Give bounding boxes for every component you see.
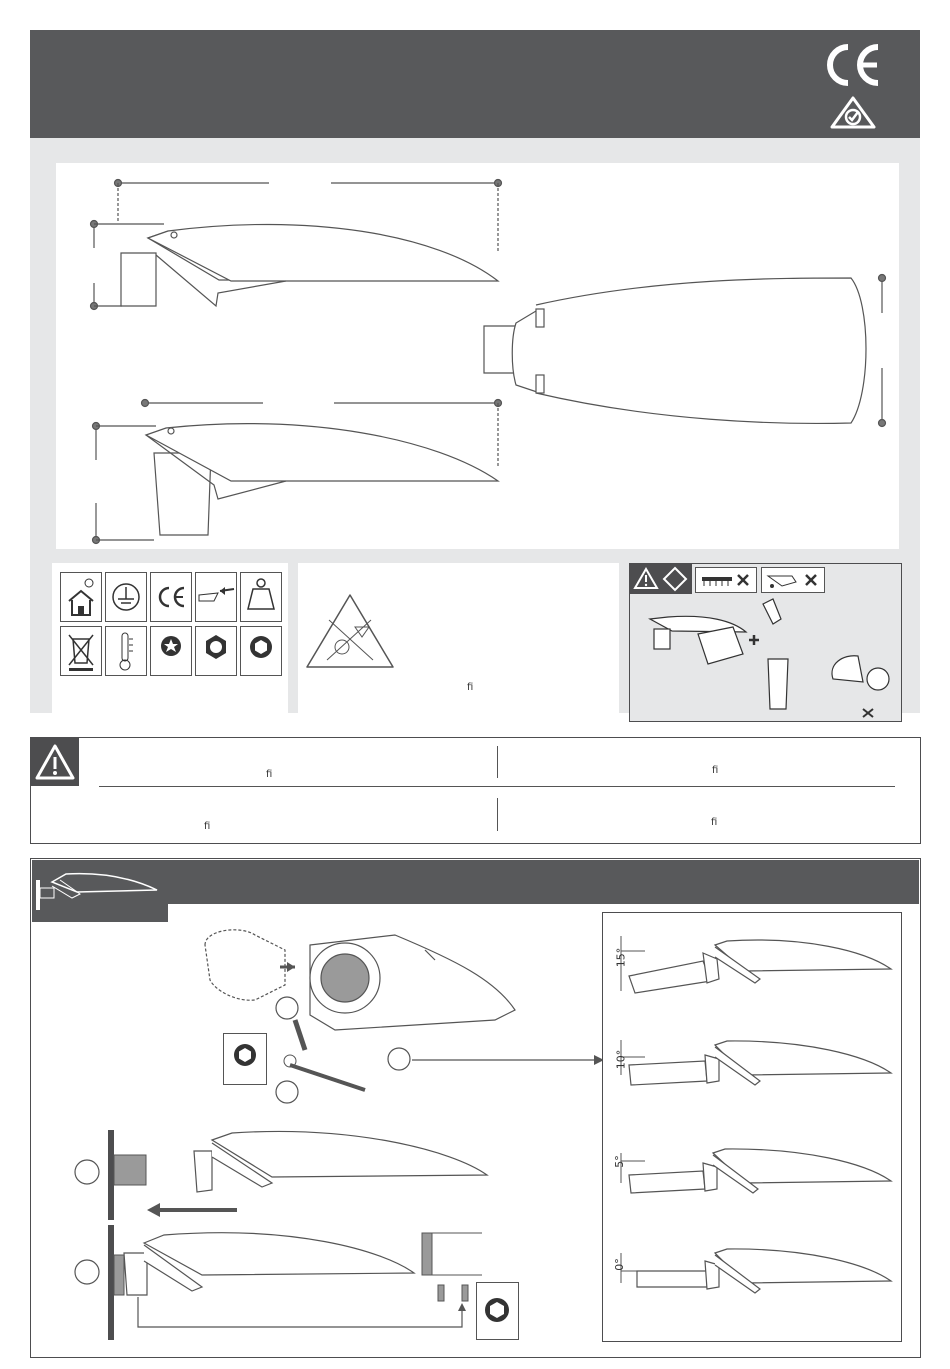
side-entry-luminaire-icon <box>32 860 168 922</box>
tilt-15-label: 15° <box>614 947 628 968</box>
torx-icon <box>150 626 192 676</box>
rcm-mark-icon <box>830 96 876 130</box>
warning-cell-1: ﬁ <box>266 769 273 780</box>
no-direct-light-icon <box>305 592 395 670</box>
warning-cell-4: ﬁ <box>711 817 718 828</box>
dimension-drawing <box>56 163 899 549</box>
tilt-10-label: 10° <box>614 1049 628 1070</box>
side-entry-badge <box>32 860 168 922</box>
step-slide-on-pole <box>72 1125 502 1225</box>
ce-mark <box>822 40 886 90</box>
warning-triangle-icon <box>31 738 79 786</box>
hex-nut-tool-box <box>476 1282 519 1340</box>
hex-key-icon <box>240 626 282 676</box>
cleaning-instructions-panel <box>629 563 902 722</box>
hex-nut-icon <box>195 626 237 676</box>
weight-icon <box>240 572 282 622</box>
tilt-0-drawing <box>612 1243 895 1323</box>
warning-triangle-icon <box>630 564 692 594</box>
warning-clean-header <box>630 564 692 594</box>
ce-mark-icon <box>822 40 886 90</box>
tilt-0-label: 0° <box>612 1258 626 1271</box>
tilt-10-drawing <box>615 1035 895 1115</box>
ce-icon <box>150 572 192 622</box>
step-fixed-on-pole <box>72 1225 532 1345</box>
indoor-use-icon <box>60 572 102 622</box>
warning-vertical-divider-bottom <box>497 798 498 831</box>
warning-cell-3: ﬁ <box>204 821 211 832</box>
hex-key-tool-box <box>223 1033 267 1085</box>
temperature-icon <box>105 626 147 676</box>
tilt-5-label: 5° <box>612 1155 626 1168</box>
tilt-angle-panel <box>602 912 902 1342</box>
rcm-mark <box>830 96 876 130</box>
safety-warning-box <box>30 737 921 844</box>
earth-ground-icon <box>105 572 147 622</box>
no-solvent-icon <box>761 567 825 593</box>
mounting-direction-icon <box>195 572 237 622</box>
warning-cell-2: ﬁ <box>712 765 719 776</box>
tilt-15-drawing <box>615 931 895 1011</box>
warning-vertical-divider-top <box>497 746 498 778</box>
adjust-angle-arrow <box>412 1050 604 1070</box>
header-band <box>30 30 920 138</box>
no-brush-icon <box>695 567 757 593</box>
cleaning-cloth-icon <box>638 599 893 717</box>
warning-badge <box>31 738 79 786</box>
tilt-5-drawing <box>612 1143 895 1223</box>
warning-horizontal-divider <box>99 786 895 787</box>
weee-bin-icon <box>60 626 102 676</box>
specs-ligature-char: ﬁ <box>467 682 474 693</box>
dimension-drawing-panel <box>56 163 899 549</box>
